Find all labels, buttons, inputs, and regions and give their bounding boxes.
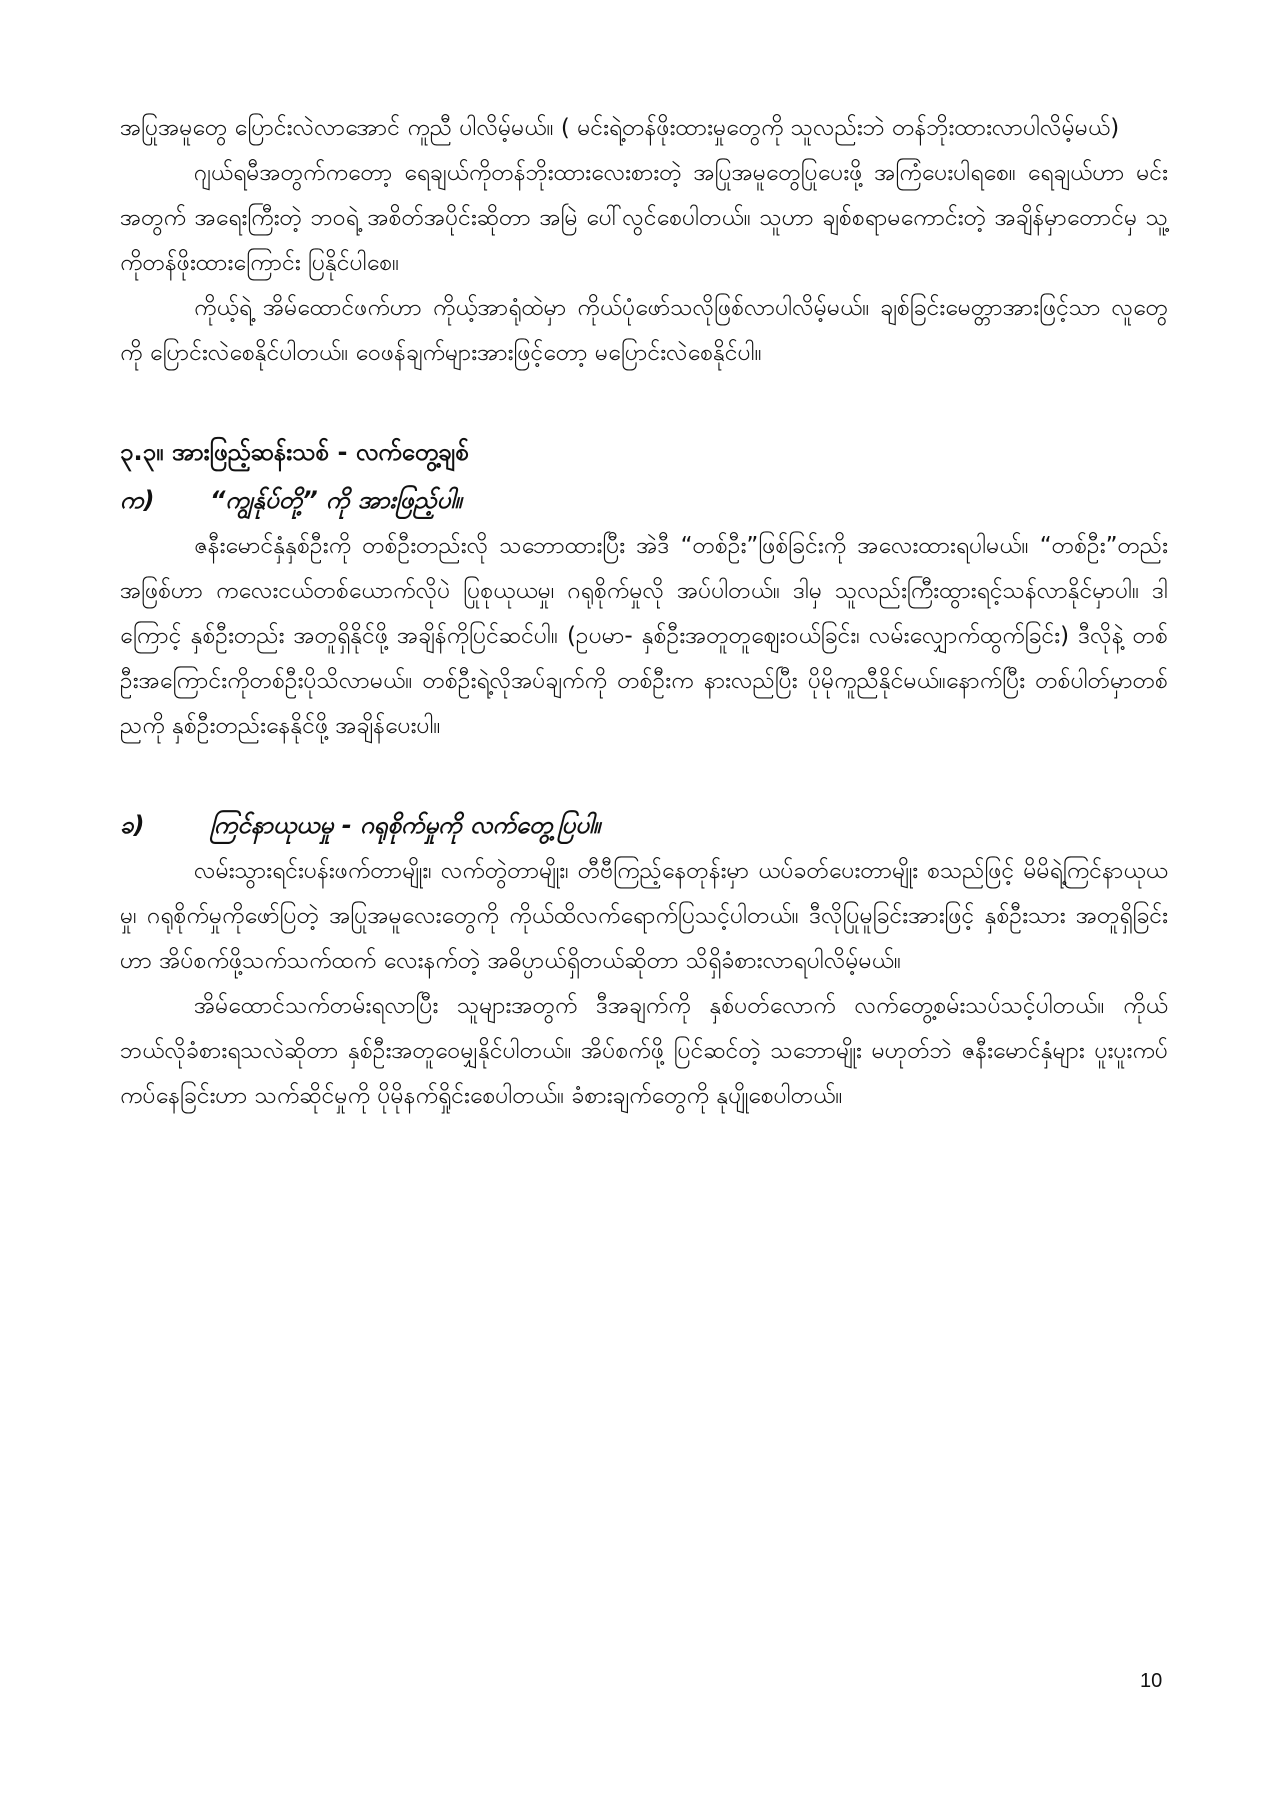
subsection-a-body: ဇနီးမောင်နှံနှစ်ဦးကို တစ်ဦးတည်းလို သဘောထားပြီး အဲဒီ “တစ်ဦး”ဖြစ်ခြင်းကို အလေးထားရပါမယ်။ “တစ်ဦး”တည်း အဖြစ်ဟာ ကလေးငယ်တစ်ယောက်လိုပဲ ပြုစုယုယမှု၊ ဂရုစိုက်မှုလို အပ်ပါတယ်။ ဒါမှ သူလည်းကြီးထွားရင့်သန်လာနိုင်မှာပါ။ ဒါကြောင့် နှစ်ဦးတည်း အတူရှိနိုင်ဖို့ အချိန်ကိုပြင်ဆင်ပါ။ (ဥပမာ- နှစ်ဦးအတူတူဈေးဝယ်ခြင်း၊ လမ်းလျှောက်ထွက်ခြင်း) ဒီလိုနဲ့ တစ်ဦးအကြောင်းကိုတစ်ဦးပိုသိလာမယ်။ တစ်ဦးရဲ့လိုအပ်ချက်ကို တစ်ဦးက နားလည်ပြီး ပိုမိုကူညီနိုင်မယ်။နောက်ပြီး တစ်ပါတ်မှာတစ်ညကို နှစ်ဦးတည်းနေနိုင်ဖို့ အချိန်ပေးပါ။ [120, 533, 1168, 739]
page-content [120, 106, 1168, 1119]
subsection-a-heading [120, 476, 1168, 524]
subsection-b-heading [120, 801, 1168, 849]
paragraph-intro-3: ကိုယ့်ရဲ့ အိမ်ထောင်ဖက်ဟာ ကိုယ့်အာရုံထဲမှာ ကိုယ်ပုံဖော်သလိုဖြစ်လာပါလိမ့်မယ်။ ချစ်ခြင်းမေတ္တာအားဖြင့်သာ လူတွေကို ပြောင်းလဲစေနိုင်ပါတယ်။ ဝေဖန်ချက်များအားဖြင့်တော့ မပြောင်းလဲစေနိုင်ပါ။ [120, 295, 1168, 366]
subsection-b-body-2: အိမ်ထောင်သက်တမ်းရလာပြီး သူများအတွက် ဒီအချက်ကို နှစ်ပတ်လောက် လက်တွေ့စမ်းသပ်သင့်ပါတယ်။ ကိုယ်ဘယ်လိုခံစားရသလဲဆိုတာ နှစ်ဦးအတူဝေမျှနိုင်ပါတယ်။ အိပ်စက်ဖို့ ပြင်ဆင်တဲ့ သဘောမျိုး မဟုတ်ဘဲ ဇနီးမောင်နှံများ ပူးပူးကပ်ကပ်နေခြင်းဟာ သက်ဆိုင်မှုကို ပိုမိုနက်ရှိုင်းစေပါတယ်။ ခံစားချက်တွေကို နုပျိုစေပါတယ်။ [120, 993, 1168, 1109]
paragraph-intro-1: အပြုအမူတွေ ပြောင်းလဲလာအောင် ကူညီ ပါလိမ့်မယ်။ ( မင်းရဲ့တန်ဖိုးထားမှုတွေကို သူလည်းဘဲ တန်ဘိုးထားလာပါလိမ့်မယ်) [120, 115, 1120, 141]
subsection-a-title: “ကျွန်ုပ်တို့” ကို အားဖြည့်ပါ။ [210, 486, 462, 514]
subsection-b-title: ကြင်နာယုယမှု - ဂရုစိုက်မှုကို လက်တွေ့ပြပါ။ [210, 811, 601, 839]
page-number: 10 [1140, 1670, 1163, 1692]
paragraph-intro-2: ဂျယ်ရမီအတွက်ကတော့ ရေချယ်ကိုတန်ဘိုးထားလေးစားတဲ့ အပြုအမူတွေပြုပေးဖို့ အကြံပေးပါရစေ။ ရေချယ်ဟာ မင်းအတွက် အရေးကြီးတဲ့ ဘဝရဲ့ အစိတ်အပိုင်းဆိုတာ အမြဲ ပေါ်လွင်စေပါတယ်။ သူဟာ ချစ်စရာမကောင်းတဲ့ အချိန်မှာတောင်မှ သူ့ကိုတန်ဖိုးထားကြောင်း ပြနိုင်ပါစေ။ [120, 160, 1168, 276]
subsection-a-marker: က) [120, 486, 155, 514]
subsection-b-marker: ခ) [120, 811, 145, 839]
section-heading: ၃.၃။ အားဖြည့်ဆန်းသစ် - လက်တွေ့ချစ် [120, 438, 469, 466]
subsection-b-body-1: လမ်းသွားရင်းပန်းဖက်တာမျိုး၊ လက်တွဲတာမျိုး၊ တီဗီကြည့်နေတုန်းမှာ ယပ်ခတ်ပေးတာမျိုး စသည်ဖြင့် မိမိရဲ့ကြင်နာယုယမှု၊ ဂရုစိုက်မှုကိုဖော်ပြတဲ့ အပြုအမူလေးတွေကို ကိုယ်ထိလက်ရောက်ပြသင့်ပါတယ်။ ဒီလိုပြုမူခြင်းအားဖြင့် နှစ်ဦးသား အတူရှိခြင်းဟာ အိပ်စက်ဖို့သက်သက်ထက် လေးနက်တဲ့ အဓိပ္ပာယ်ရှိတယ်ဆိုတာ သိရှိခံစားလာရပါလိမ့်မယ်။ [120, 858, 1168, 974]
